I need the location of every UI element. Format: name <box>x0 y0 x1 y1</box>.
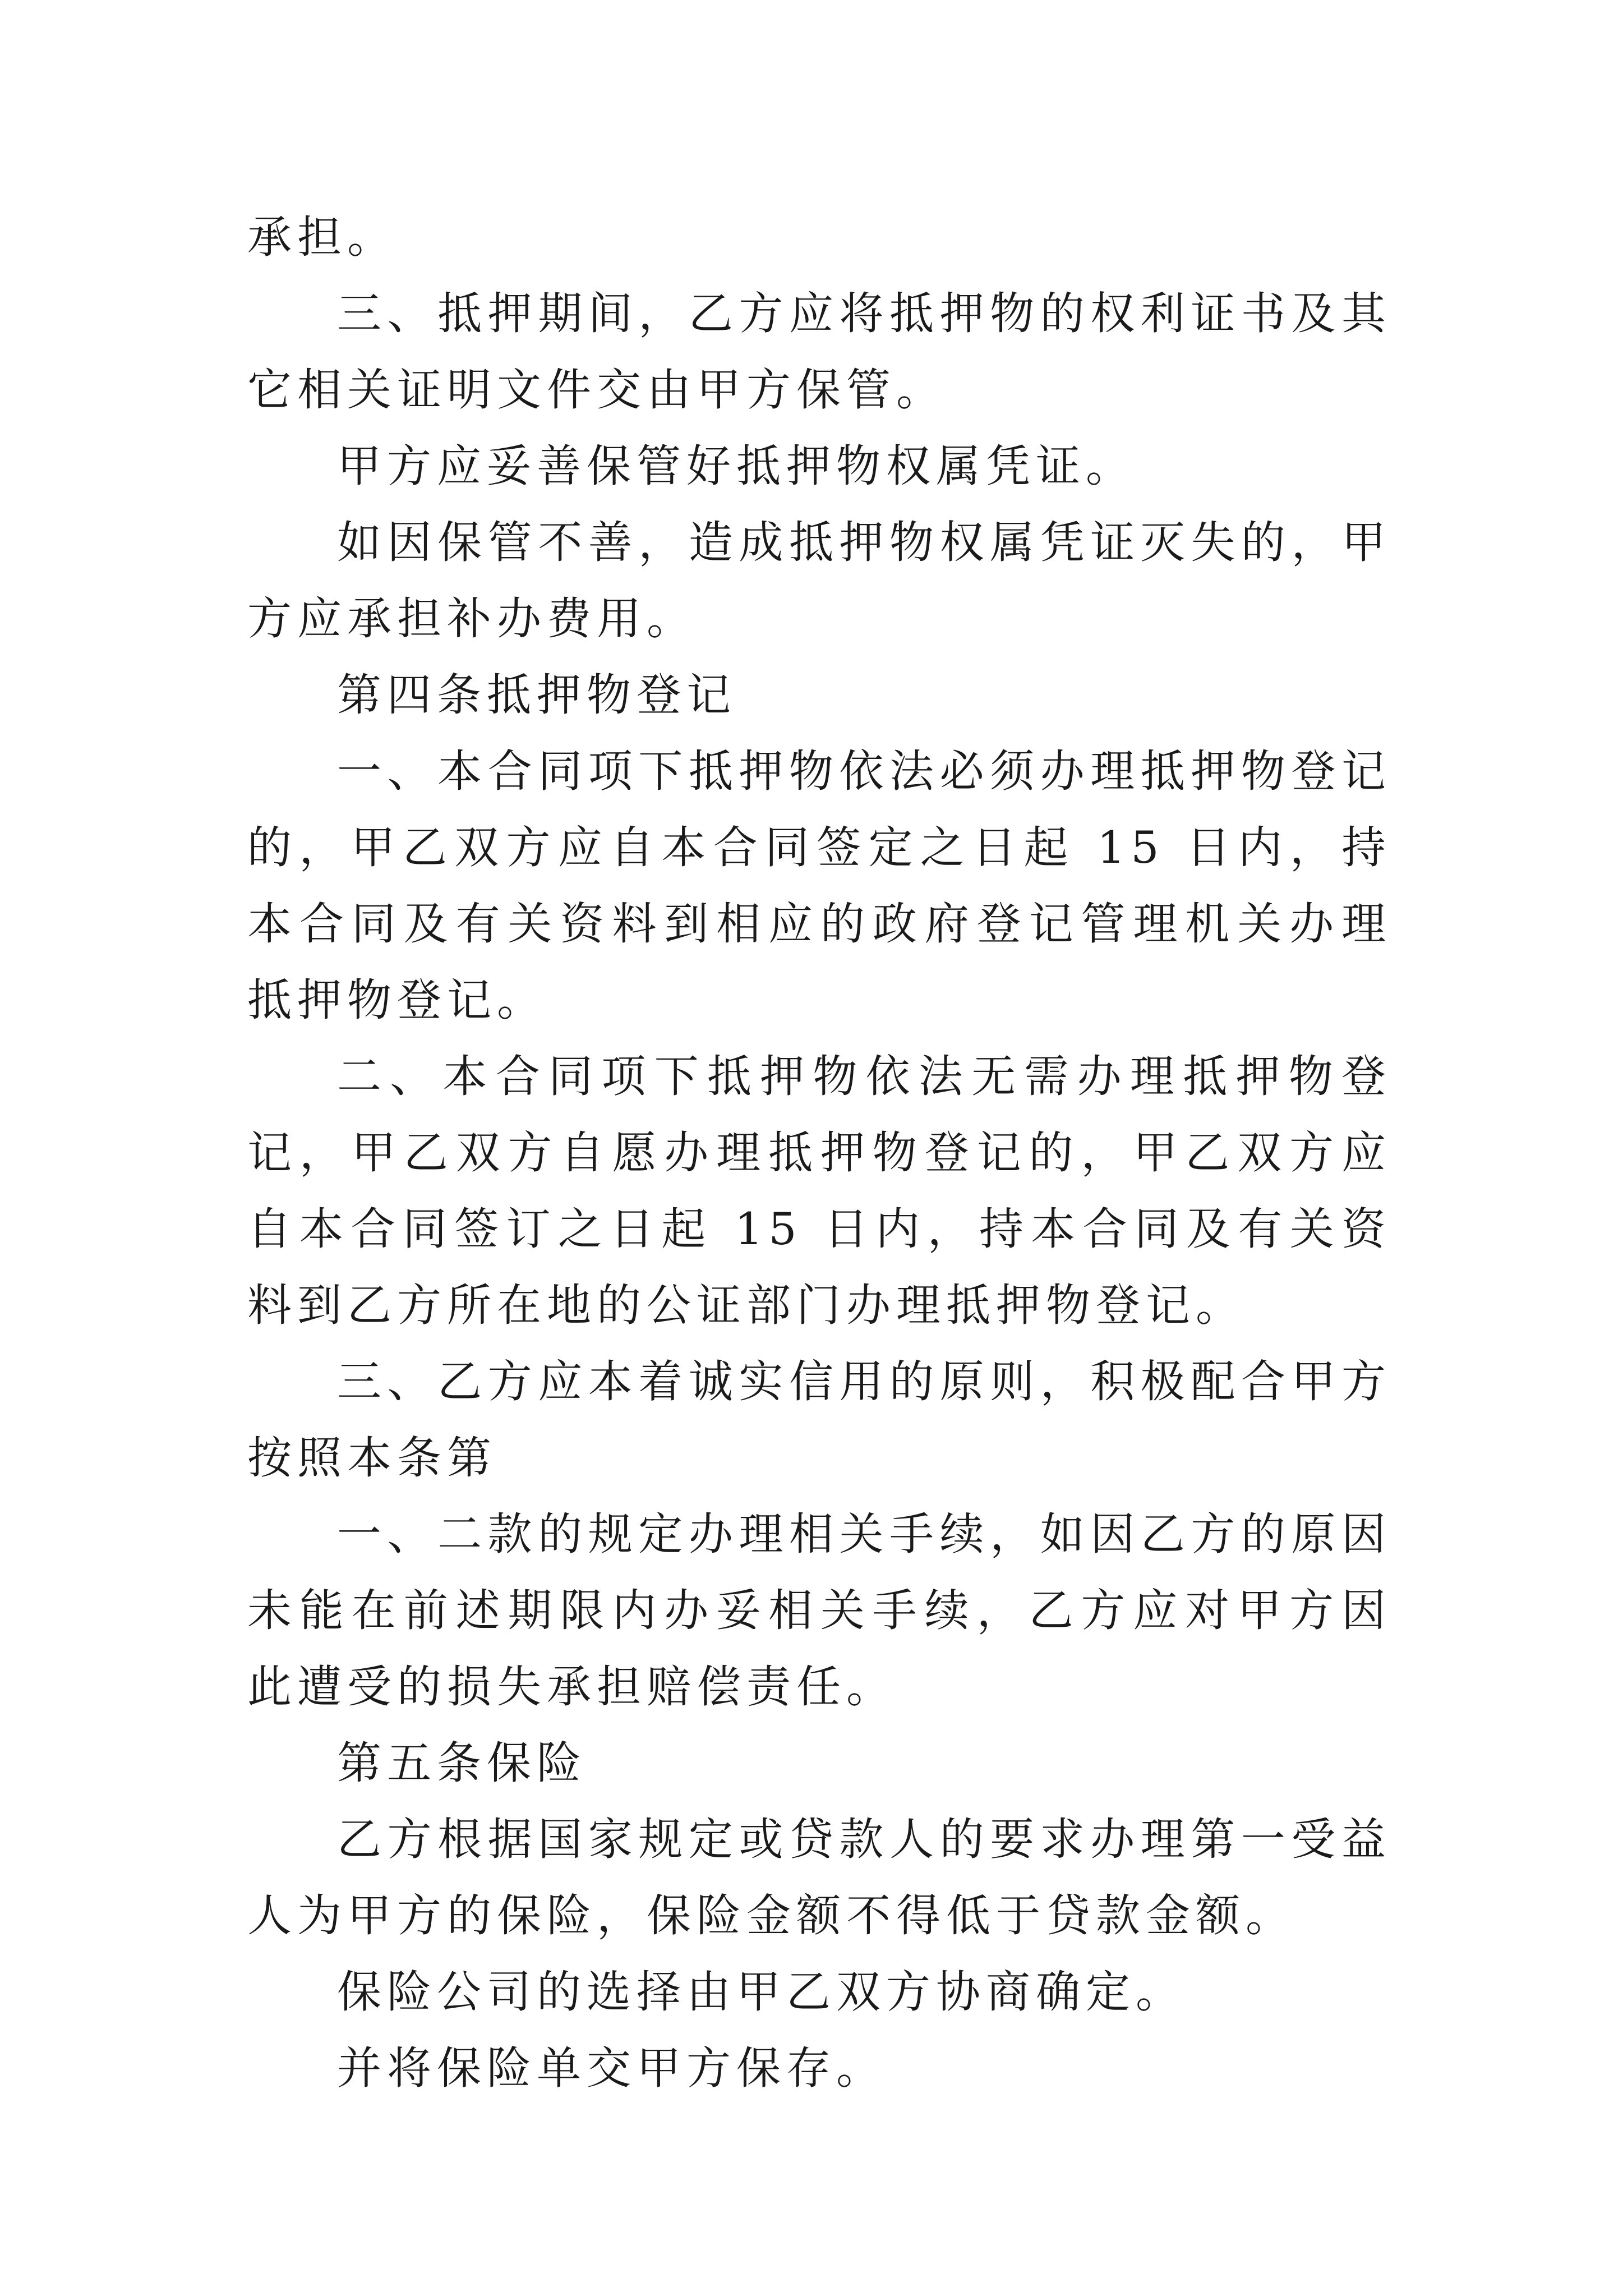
paragraph-continuation: 承担。 <box>247 211 397 263</box>
paragraph-party-a-safekeeping: 甲方应妥善保管好抵押物权属凭证。 <box>337 440 1136 492</box>
paragraph-insurer-selection: 保险公司的选择由甲乙双方协商确定。 <box>337 1966 1186 2018</box>
paragraph-insurance-requirement: 乙方根据国家规定或贷款人的要求办理第一受益人为甲方的保险，保险金额不得低于贷款金额。 <box>247 1814 1391 1941</box>
paragraph-good-faith: 三、乙方应本着诚实信用的原则，积极配合甲方按照本条第 <box>247 1356 1391 1484</box>
article-four-heading: 第四条抵押物登记 <box>337 669 736 721</box>
article-five-heading: 第五条保险 <box>337 1737 587 1789</box>
paragraph-registration-voluntary: 二、本合同项下抵押物依法无需办理抵押物登记，甲乙双方自愿办理抵押物登记的，甲乙双方应自本合同签订之日起 15 日内，持本合同及有关资料到乙方所在地的公证部门办理抵押物登记。 <box>247 1051 1391 1331</box>
paragraph-loss-liability: 如因保管不善，造成抵押物权属凭证灭失的，甲方应承担补办费用。 <box>247 517 1391 645</box>
paragraph-policy-custody: 并将保险单交甲方保存。 <box>337 2042 886 2094</box>
paragraph-registration-mandatory: 一、本合同项下抵押物依法必须办理抵押物登记的，甲乙双方应自本合同签定之日起 15 日内，持本合同及有关资料到相应的政府登记管理机关办理抵押物登记。 <box>247 746 1391 1026</box>
document-body <box>247 199 1391 2106</box>
paragraph-procedures-liability: 一、二款的规定办理相关手续，如因乙方的原因未能在前述期限内办妥相关手续，乙方应对甲方因此遭受的损失承担赔偿责任。 <box>247 1508 1391 1713</box>
paragraph-clause-three-custody: 三、抵押期间，乙方应将抵押物的权利证书及其它相关证明文件交由甲方保管。 <box>247 288 1391 416</box>
